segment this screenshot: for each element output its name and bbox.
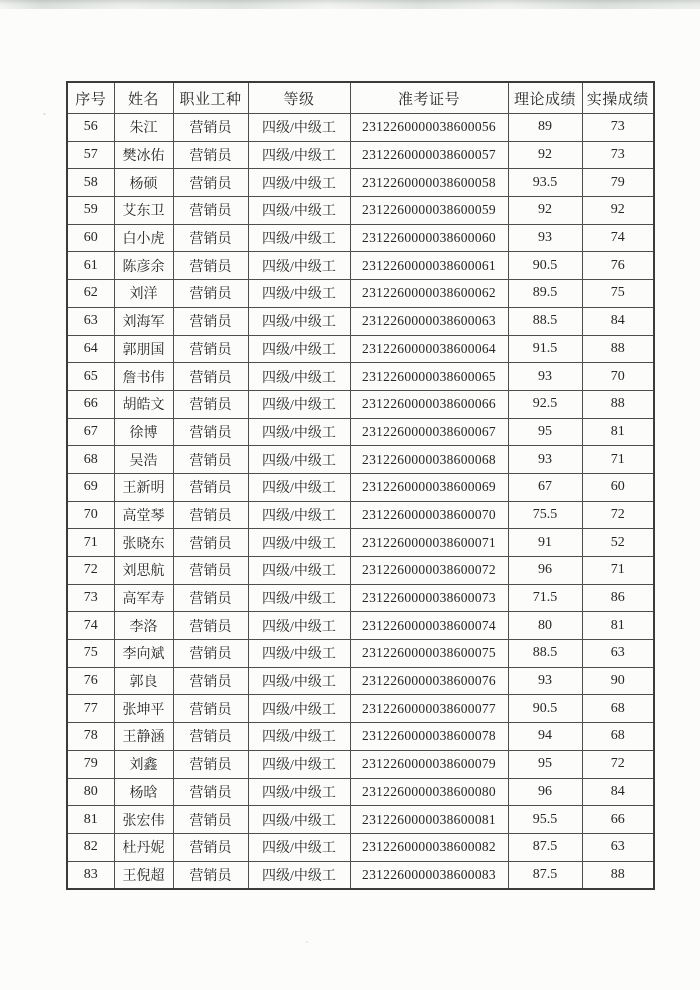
cell-exam-id: 2312260000038600080 bbox=[350, 778, 508, 806]
cell-practical: 88 bbox=[582, 861, 654, 889]
cell-practical: 81 bbox=[582, 418, 654, 446]
cell-exam-id: 2312260000038600077 bbox=[350, 695, 508, 723]
table-row bbox=[67, 446, 654, 474]
cell-occupation: 营销员 bbox=[173, 473, 248, 501]
cell-name: 张坤平 bbox=[114, 695, 173, 723]
cell-occupation: 营销员 bbox=[173, 557, 248, 585]
table-row bbox=[67, 335, 654, 363]
cell-seq: 70 bbox=[67, 501, 114, 529]
cell-name: 王新明 bbox=[114, 473, 173, 501]
table-row bbox=[67, 473, 654, 501]
cell-practical: 63 bbox=[582, 833, 654, 861]
table-row bbox=[67, 307, 654, 335]
header-theory: 理论成绩 bbox=[508, 82, 582, 114]
cell-theory: 93 bbox=[508, 363, 582, 391]
cell-name: 陈彦余 bbox=[114, 252, 173, 280]
cell-exam-id: 2312260000038600074 bbox=[350, 612, 508, 640]
cell-seq: 72 bbox=[67, 557, 114, 585]
table-row bbox=[67, 695, 654, 723]
cell-occupation: 营销员 bbox=[173, 833, 248, 861]
cell-practical: 73 bbox=[582, 114, 654, 142]
table-row bbox=[67, 141, 654, 169]
cell-occupation: 营销员 bbox=[173, 335, 248, 363]
cell-theory: 87.5 bbox=[508, 861, 582, 889]
cell-seq: 80 bbox=[67, 778, 114, 806]
scan-speck bbox=[43, 113, 46, 115]
cell-theory: 91.5 bbox=[508, 335, 582, 363]
cell-exam-id: 2312260000038600075 bbox=[350, 640, 508, 668]
cell-name: 胡皓文 bbox=[114, 390, 173, 418]
cell-practical: 73 bbox=[582, 141, 654, 169]
table-row bbox=[67, 363, 654, 391]
cell-theory: 90.5 bbox=[508, 252, 582, 280]
cell-name: 郭良 bbox=[114, 667, 173, 695]
cell-exam-id: 2312260000038600062 bbox=[350, 280, 508, 308]
cell-level: 四级/中级工 bbox=[248, 307, 350, 335]
cell-level: 四级/中级工 bbox=[248, 418, 350, 446]
cell-level: 四级/中级工 bbox=[248, 446, 350, 474]
cell-exam-id: 2312260000038600056 bbox=[350, 114, 508, 142]
cell-exam-id: 2312260000038600079 bbox=[350, 750, 508, 778]
cell-seq: 59 bbox=[67, 197, 114, 225]
cell-seq: 63 bbox=[67, 307, 114, 335]
cell-seq: 62 bbox=[67, 280, 114, 308]
cell-practical: 71 bbox=[582, 557, 654, 585]
cell-theory: 96 bbox=[508, 557, 582, 585]
cell-level: 四级/中级工 bbox=[248, 141, 350, 169]
score-table bbox=[66, 81, 655, 890]
cell-level: 四级/中级工 bbox=[248, 280, 350, 308]
cell-level: 四级/中级工 bbox=[248, 335, 350, 363]
table-row bbox=[67, 640, 654, 668]
cell-occupation: 营销员 bbox=[173, 169, 248, 197]
cell-name: 王静涵 bbox=[114, 723, 173, 751]
cell-seq: 79 bbox=[67, 750, 114, 778]
cell-level: 四级/中级工 bbox=[248, 640, 350, 668]
cell-theory: 71.5 bbox=[508, 584, 582, 612]
cell-level: 四级/中级工 bbox=[248, 169, 350, 197]
cell-practical: 66 bbox=[582, 806, 654, 834]
cell-theory: 93.5 bbox=[508, 169, 582, 197]
table-row bbox=[67, 584, 654, 612]
cell-level: 四级/中级工 bbox=[248, 723, 350, 751]
cell-occupation: 营销员 bbox=[173, 307, 248, 335]
cell-level: 四级/中级工 bbox=[248, 197, 350, 225]
table-header-row bbox=[67, 82, 654, 114]
cell-name: 高堂琴 bbox=[114, 501, 173, 529]
cell-name: 郭朋国 bbox=[114, 335, 173, 363]
cell-level: 四级/中级工 bbox=[248, 833, 350, 861]
cell-name: 徐博 bbox=[114, 418, 173, 446]
cell-theory: 80 bbox=[508, 612, 582, 640]
cell-name: 吴浩 bbox=[114, 446, 173, 474]
cell-exam-id: 2312260000038600082 bbox=[350, 833, 508, 861]
table-row bbox=[67, 390, 654, 418]
cell-occupation: 营销员 bbox=[173, 861, 248, 889]
cell-seq: 69 bbox=[67, 473, 114, 501]
table-row bbox=[67, 224, 654, 252]
cell-exam-id: 2312260000038600059 bbox=[350, 197, 508, 225]
cell-seq: 57 bbox=[67, 141, 114, 169]
cell-practical: 84 bbox=[582, 307, 654, 335]
cell-theory: 89 bbox=[508, 114, 582, 142]
cell-exam-id: 2312260000038600070 bbox=[350, 501, 508, 529]
cell-practical: 88 bbox=[582, 390, 654, 418]
cell-occupation: 营销员 bbox=[173, 750, 248, 778]
cell-theory: 91 bbox=[508, 529, 582, 557]
cell-practical: 63 bbox=[582, 640, 654, 668]
cell-occupation: 营销员 bbox=[173, 778, 248, 806]
cell-name: 刘洋 bbox=[114, 280, 173, 308]
cell-exam-id: 2312260000038600066 bbox=[350, 390, 508, 418]
cell-theory: 93 bbox=[508, 224, 582, 252]
cell-theory: 92 bbox=[508, 197, 582, 225]
cell-theory: 75.5 bbox=[508, 501, 582, 529]
cell-level: 四级/中级工 bbox=[248, 363, 350, 391]
cell-seq: 71 bbox=[67, 529, 114, 557]
cell-occupation: 营销员 bbox=[173, 529, 248, 557]
cell-practical: 74 bbox=[582, 224, 654, 252]
table-row bbox=[67, 114, 654, 142]
cell-theory: 92 bbox=[508, 141, 582, 169]
cell-seq: 76 bbox=[67, 667, 114, 695]
cell-level: 四级/中级工 bbox=[248, 778, 350, 806]
cell-theory: 89.5 bbox=[508, 280, 582, 308]
cell-exam-id: 2312260000038600058 bbox=[350, 169, 508, 197]
cell-practical: 68 bbox=[582, 695, 654, 723]
cell-occupation: 营销员 bbox=[173, 363, 248, 391]
cell-seq: 58 bbox=[67, 169, 114, 197]
cell-occupation: 营销员 bbox=[173, 806, 248, 834]
cell-practical: 70 bbox=[582, 363, 654, 391]
cell-name: 杨硕 bbox=[114, 169, 173, 197]
cell-theory: 93 bbox=[508, 667, 582, 695]
cell-practical: 60 bbox=[582, 473, 654, 501]
cell-occupation: 营销员 bbox=[173, 418, 248, 446]
cell-occupation: 营销员 bbox=[173, 723, 248, 751]
cell-exam-id: 2312260000038600064 bbox=[350, 335, 508, 363]
header-occupation: 职业工种 bbox=[173, 82, 248, 114]
cell-occupation: 营销员 bbox=[173, 695, 248, 723]
cell-level: 四级/中级工 bbox=[248, 861, 350, 889]
cell-theory: 92.5 bbox=[508, 390, 582, 418]
cell-seq: 68 bbox=[67, 446, 114, 474]
cell-theory: 88.5 bbox=[508, 640, 582, 668]
cell-practical: 92 bbox=[582, 197, 654, 225]
cell-name: 李向斌 bbox=[114, 640, 173, 668]
cell-practical: 86 bbox=[582, 584, 654, 612]
cell-exam-id: 2312260000038600083 bbox=[350, 861, 508, 889]
cell-level: 四级/中级工 bbox=[248, 501, 350, 529]
cell-seq: 77 bbox=[67, 695, 114, 723]
cell-level: 四级/中级工 bbox=[248, 750, 350, 778]
cell-occupation: 营销员 bbox=[173, 390, 248, 418]
cell-exam-id: 2312260000038600063 bbox=[350, 307, 508, 335]
cell-name: 艾东卫 bbox=[114, 197, 173, 225]
cell-level: 四级/中级工 bbox=[248, 252, 350, 280]
cell-seq: 75 bbox=[67, 640, 114, 668]
table-row bbox=[67, 806, 654, 834]
cell-name: 刘思航 bbox=[114, 557, 173, 585]
table-row bbox=[67, 169, 654, 197]
cell-level: 四级/中级工 bbox=[248, 806, 350, 834]
cell-exam-id: 2312260000038600069 bbox=[350, 473, 508, 501]
cell-theory: 87.5 bbox=[508, 833, 582, 861]
table-row bbox=[67, 833, 654, 861]
cell-level: 四级/中级工 bbox=[248, 667, 350, 695]
cell-occupation: 营销员 bbox=[173, 446, 248, 474]
cell-seq: 61 bbox=[67, 252, 114, 280]
cell-practical: 72 bbox=[582, 750, 654, 778]
cell-name: 高军寿 bbox=[114, 584, 173, 612]
table-row bbox=[67, 557, 654, 585]
cell-level: 四级/中级工 bbox=[248, 695, 350, 723]
cell-exam-id: 2312260000038600057 bbox=[350, 141, 508, 169]
table-row bbox=[67, 778, 654, 806]
table-row bbox=[67, 197, 654, 225]
cell-name: 张晓东 bbox=[114, 529, 173, 557]
cell-name: 张宏伟 bbox=[114, 806, 173, 834]
cell-name: 杨晗 bbox=[114, 778, 173, 806]
cell-seq: 82 bbox=[67, 833, 114, 861]
cell-name: 刘海军 bbox=[114, 307, 173, 335]
cell-name: 白小虎 bbox=[114, 224, 173, 252]
cell-practical: 76 bbox=[582, 252, 654, 280]
header-seq: 序号 bbox=[67, 82, 114, 114]
cell-level: 四级/中级工 bbox=[248, 114, 350, 142]
cell-seq: 64 bbox=[67, 335, 114, 363]
cell-occupation: 营销员 bbox=[173, 252, 248, 280]
cell-theory: 90.5 bbox=[508, 695, 582, 723]
cell-exam-id: 2312260000038600078 bbox=[350, 723, 508, 751]
table-row bbox=[67, 252, 654, 280]
cell-occupation: 营销员 bbox=[173, 197, 248, 225]
cell-practical: 88 bbox=[582, 335, 654, 363]
cell-theory: 67 bbox=[508, 473, 582, 501]
cell-practical: 68 bbox=[582, 723, 654, 751]
cell-seq: 65 bbox=[67, 363, 114, 391]
cell-practical: 71 bbox=[582, 446, 654, 474]
cell-theory: 93 bbox=[508, 446, 582, 474]
table-row bbox=[67, 418, 654, 446]
cell-name: 刘鑫 bbox=[114, 750, 173, 778]
cell-exam-id: 2312260000038600065 bbox=[350, 363, 508, 391]
cell-seq: 78 bbox=[67, 723, 114, 751]
cell-seq: 66 bbox=[67, 390, 114, 418]
cell-exam-id: 2312260000038600081 bbox=[350, 806, 508, 834]
table-row bbox=[67, 723, 654, 751]
cell-seq: 74 bbox=[67, 612, 114, 640]
cell-occupation: 营销员 bbox=[173, 584, 248, 612]
cell-theory: 95.5 bbox=[508, 806, 582, 834]
cell-level: 四级/中级工 bbox=[248, 224, 350, 252]
cell-seq: 81 bbox=[67, 806, 114, 834]
cell-theory: 94 bbox=[508, 723, 582, 751]
cell-name: 樊冰佑 bbox=[114, 141, 173, 169]
cell-exam-id: 2312260000038600060 bbox=[350, 224, 508, 252]
cell-level: 四级/中级工 bbox=[248, 612, 350, 640]
cell-practical: 90 bbox=[582, 667, 654, 695]
cell-occupation: 营销员 bbox=[173, 114, 248, 142]
cell-name: 王倪超 bbox=[114, 861, 173, 889]
cell-theory: 96 bbox=[508, 778, 582, 806]
cell-exam-id: 2312260000038600076 bbox=[350, 667, 508, 695]
cell-level: 四级/中级工 bbox=[248, 584, 350, 612]
header-name: 姓名 bbox=[114, 82, 173, 114]
cell-theory: 95 bbox=[508, 418, 582, 446]
table-row bbox=[67, 501, 654, 529]
cell-seq: 56 bbox=[67, 114, 114, 142]
table-row bbox=[67, 750, 654, 778]
cell-practical: 84 bbox=[582, 778, 654, 806]
table-row bbox=[67, 612, 654, 640]
cell-exam-id: 2312260000038600072 bbox=[350, 557, 508, 585]
header-practical: 实操成绩 bbox=[582, 82, 654, 114]
cell-occupation: 营销员 bbox=[173, 640, 248, 668]
cell-seq: 67 bbox=[67, 418, 114, 446]
cell-occupation: 营销员 bbox=[173, 141, 248, 169]
cell-practical: 81 bbox=[582, 612, 654, 640]
cell-practical: 75 bbox=[582, 280, 654, 308]
cell-seq: 73 bbox=[67, 584, 114, 612]
cell-practical: 52 bbox=[582, 529, 654, 557]
table-row bbox=[67, 529, 654, 557]
table-body bbox=[67, 114, 654, 890]
cell-seq: 60 bbox=[67, 224, 114, 252]
cell-exam-id: 2312260000038600068 bbox=[350, 446, 508, 474]
scan-speck bbox=[306, 941, 308, 943]
cell-exam-id: 2312260000038600061 bbox=[350, 252, 508, 280]
table-row bbox=[67, 667, 654, 695]
header-exam-id: 准考证号 bbox=[350, 82, 508, 114]
cell-level: 四级/中级工 bbox=[248, 529, 350, 557]
cell-name: 朱江 bbox=[114, 114, 173, 142]
cell-occupation: 营销员 bbox=[173, 280, 248, 308]
cell-level: 四级/中级工 bbox=[248, 473, 350, 501]
cell-name: 李洛 bbox=[114, 612, 173, 640]
cell-theory: 95 bbox=[508, 750, 582, 778]
cell-practical: 72 bbox=[582, 501, 654, 529]
cell-name: 杜丹妮 bbox=[114, 833, 173, 861]
cell-occupation: 营销员 bbox=[173, 667, 248, 695]
cell-occupation: 营销员 bbox=[173, 501, 248, 529]
cell-level: 四级/中级工 bbox=[248, 390, 350, 418]
cell-exam-id: 2312260000038600071 bbox=[350, 529, 508, 557]
cell-occupation: 营销员 bbox=[173, 612, 248, 640]
table-row bbox=[67, 280, 654, 308]
header-level: 等级 bbox=[248, 82, 350, 114]
cell-level: 四级/中级工 bbox=[248, 557, 350, 585]
cell-exam-id: 2312260000038600073 bbox=[350, 584, 508, 612]
cell-name: 詹书伟 bbox=[114, 363, 173, 391]
scan-artifact-top-edge bbox=[0, 0, 700, 9]
cell-seq: 83 bbox=[67, 861, 114, 889]
table-row bbox=[67, 861, 654, 889]
cell-theory: 88.5 bbox=[508, 307, 582, 335]
cell-practical: 79 bbox=[582, 169, 654, 197]
cell-occupation: 营销员 bbox=[173, 224, 248, 252]
cell-exam-id: 2312260000038600067 bbox=[350, 418, 508, 446]
